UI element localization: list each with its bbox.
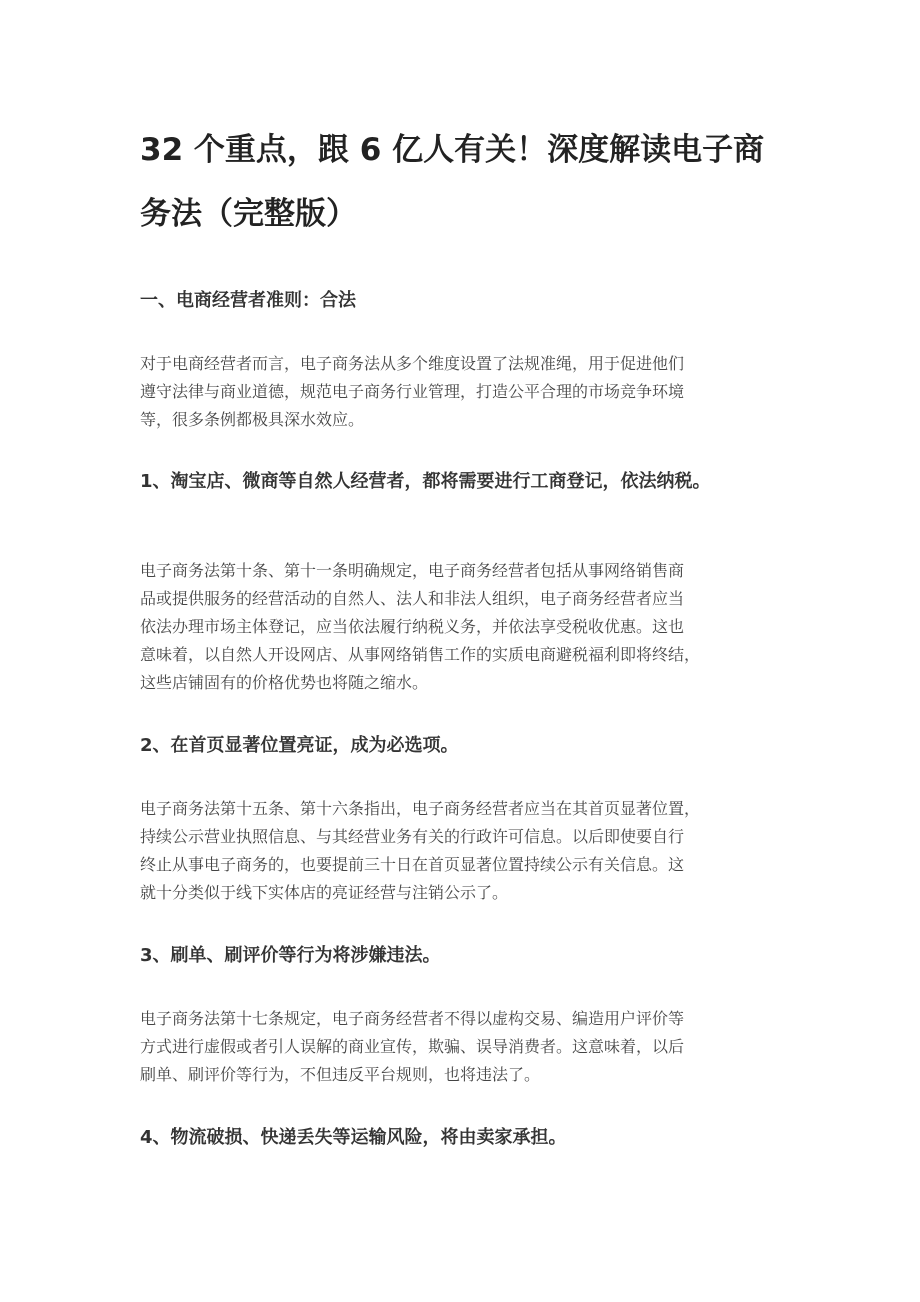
article-title-line: 务法（完整版） xyxy=(140,196,357,232)
paragraph-line: 依法办理市场主体登记，应当依法履行纳税义务，并依法享受税收优惠。这也 xyxy=(140,617,685,636)
point-heading-3: 3、刷单、刷评价等行为将涉嫌违法。 xyxy=(140,945,441,966)
point-paragraph-3 xyxy=(140,1005,800,1089)
article-title xyxy=(140,118,800,246)
paragraph-line: 对于电商经营者而言，电子商务法从多个维度设置了法规准绳，用于促进他们 xyxy=(140,354,685,373)
paragraph-line: 品或提供服务的经营活动的自然人、法人和非法人组织，电子商务经营者应当 xyxy=(140,589,685,608)
paragraph-line: 遵守法律与商业道德，规范电子商务行业管理，打造公平合理的市场竞争环境 xyxy=(140,382,685,401)
paragraph-line: 方式进行虚假或者引人误解的商业宣传，欺骗、误导消费者。这意味着，以后 xyxy=(140,1037,685,1056)
section-heading: 一、电商经营者准则：合法 xyxy=(140,290,356,311)
paragraph-line: 电子商务法第十七条规定，电子商务经营者不得以虚构交易、编造用户评价等 xyxy=(140,1009,685,1028)
point-paragraph-2 xyxy=(140,795,800,907)
point-paragraph-1 xyxy=(140,557,800,697)
paragraph-line: 等，很多条例都极具深水效应。 xyxy=(140,410,365,429)
point-heading-1: 1、淘宝店、微商等自然人经营者，都将需要进行工商登记，依法纳税。 xyxy=(140,471,711,492)
paragraph-line: 刷单、刷评价等行为，不但违反平台规则，也将违法了。 xyxy=(140,1065,541,1084)
article xyxy=(140,118,800,1151)
article-title-line: 32 个重点，跟 6 亿人有关！深度解读电子商 xyxy=(140,132,765,168)
paragraph-line: 这些店铺固有的价格优势也将随之缩水。 xyxy=(140,673,429,692)
point-heading-2: 2、在首页显著位置亮证，成为必选项。 xyxy=(140,735,459,756)
paragraph-line: 就十分类似于线下实体店的亮证经营与注销公示了。 xyxy=(140,883,509,902)
paragraph-line: 电子商务法第十五条、第十六条指出，电子商务经营者应当在其首页显著位置， xyxy=(140,799,701,818)
paragraph-line: 终止从事电子商务的，也要提前三十日在首页显著位置持续公示有关信息。这 xyxy=(140,855,685,874)
intro-paragraph xyxy=(140,350,800,434)
paragraph-line: 意味着，以自然人开设网店、从事网络销售工作的实质电商避税福利即将终结， xyxy=(140,645,701,664)
point-heading-4: 4、物流破损、快递丢失等运输风险，将由卖家承担。 xyxy=(140,1127,567,1148)
paragraph-line: 电子商务法第十条、第十一条明确规定，电子商务经营者包括从事网络销售商 xyxy=(140,561,685,580)
paragraph-line: 持续公示营业执照信息、与其经营业务有关的行政许可信息。以后即使要自行 xyxy=(140,827,685,846)
